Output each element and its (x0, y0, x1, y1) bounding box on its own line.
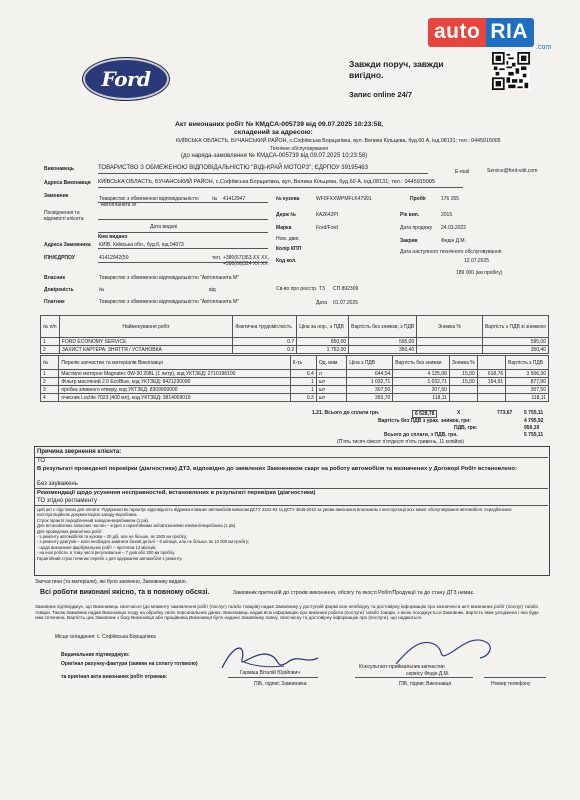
act-title: Акт виконаних робіт № КМдСА-005739 від 09.07.2025 10:23:58, (175, 121, 384, 128)
table-row: 4 очисник Loctite 7023 (400 мл), код УКТЗЕД: 3814009019 0.3 шт 393,70 118,11 118,11 (41, 394, 549, 402)
sale-date-value: 24.03.2022 (441, 225, 467, 231)
works-header-no: № п/п (41, 316, 60, 338)
table-row: 3 пробка зливного отвору, код УКТЗЕД: 8309909000 1 шт 307,50 307,50 307,50 (41, 386, 549, 394)
mileage-label: Пробіг (410, 196, 427, 202)
vin-value: WF0FXXWPMFLK47991 (316, 196, 372, 202)
consent-text: Замовник підтверджує, що Виконавець своєчасно (до моменту замовлення робіт (послуг) та/або товарів) надав Замовнику у доступній формі всю необхідну та достовірну інформацію про зазначені в акті виконаних робіт (послуг) та/або товари. Також Замовник надав Виконавцю згоду на обробку своїх персональних даних. Виконавець надав всю інформацію про виконані роботи (послуги) та/або товари, з якою погоджується Замовник, вартість яких узгоджена і яка буде ним сплачена. Вартість цих Замовник з боку Виконавця або працівника Виконавця було надано Замовнику повну, своєчасну та достовірну інформацію про (послуги), що надаються. (35, 604, 539, 621)
works-header-name: Найменування робіт (59, 316, 232, 338)
reg-cert-label: Св-во про реєстр. ТЗ (276, 286, 325, 292)
owner-label: Власник (44, 275, 65, 281)
recommendation-value: ТО згідно регламенту (37, 498, 97, 504)
recommendation-label: Рекомендації щодо усунення несправностей, встановлених в результаті перевірки (діагностики) (37, 490, 316, 496)
executor-email: Service@ford-vidi.com (487, 168, 538, 174)
customer-name: Товариство з обмеженою відповідальністю "Автопланета М" (99, 196, 199, 208)
customer-no-label: № (212, 196, 218, 202)
plate-value: КА2642РІ (316, 212, 339, 218)
amount-in-words: (П'ять тисяч сімсот п'ятдесят п'ять гривень, 11 копійок) (337, 439, 464, 445)
slogan-line-2: вигідно. (349, 70, 384, 80)
works-completed-statement: Всі роботи виконані якісно, та в повному обсязі. (40, 589, 210, 596)
issued-by-label: Ким видано (98, 234, 128, 240)
customer-address-label: Адреса Замовника (44, 242, 91, 248)
works-table (40, 315, 549, 354)
no-claims-statement: Замовник претензій до строків виконання, обсягу та якості Робіт/Продукції та до стану ДТЗ немає. (233, 590, 475, 596)
owner-name: Товариство з обмеженою відповідальністю "Автопланета М" (99, 275, 239, 281)
model-label: Марка (276, 225, 292, 231)
contract-date-label: Дата (316, 300, 328, 306)
code-label: Код кол. (276, 258, 297, 264)
original-received-label: та оригінал акта виконаних робіт отримав: (61, 674, 168, 680)
year-label: Рік вип. (400, 212, 420, 218)
closed-by-value: Федін Д.М. (441, 238, 466, 244)
parts-header-qty: К-ть (290, 356, 316, 370)
result-value: Без зауважень (37, 481, 78, 487)
watermark-ria: RIA (486, 18, 534, 47)
table-row: 1 Мастило моторне Magnatec 0W-30 208L (1 литр), код УКТЗЕД: 2710198100 6.4 л 644,54 4 125,06 15,00 618,76 3 506,30 (41, 370, 549, 378)
works-header-total: Вартість з ПДВ зі знижкою (482, 316, 548, 338)
engine-label: Ном. двиг. (276, 236, 300, 242)
vat-label: ПДВ, грн: (454, 425, 478, 431)
total-cost: 6 528,78 (412, 410, 437, 418)
proxy-no: № (99, 287, 105, 293)
autoria-watermark (428, 14, 576, 50)
inn-label: ІПН/ЄДРПОУ (44, 255, 75, 261)
closed-by-label: Закрив (400, 238, 418, 244)
service-type: Технічне обслуговування (270, 146, 329, 152)
pay-label: Всього до сплати, з ПДВ, грн. (384, 432, 458, 438)
next-service-label: Дата наступного технічного обслуговування (400, 249, 502, 255)
parts-header-total: Вартість з ПДВ (506, 356, 549, 370)
executor-signer-role: ПІБ, підпис Виконавця (399, 681, 452, 687)
customer-no: 41412947 (223, 196, 246, 202)
ford-logo: Ford (83, 58, 169, 100)
table-row: 2 Фільтр масляний 2.0 EcoBlue, код УКТЗЕД: 8421230090 1 шт 1 032,71 1 032,71 15,00 154,91 877,80 (41, 378, 549, 386)
issued-label: Видачальник підтверджую: (61, 652, 130, 658)
executor-signer-title: Консультант-приймальник запчастин (359, 664, 445, 670)
mileage-value: 176 355 (441, 196, 460, 202)
rep-label: Посвідчення та відомості клієнта (44, 210, 84, 222)
pay-value: 5 755,11 (524, 432, 544, 438)
customer-signer-name: Гармаш Віталій Юрійович (240, 670, 300, 676)
sale-date-label: Дата продажу (400, 225, 433, 231)
act-address: КИЇВСЬКА ОБЛАСТЬ, БУЧАНСЬКИЙ РАЙОН, с.Софіївська Борщагівка, вул. Велика Кільцева, буд.60 А, інд.08131; тел.: 0445915005 (176, 138, 501, 144)
total-final: 5 755,11 (524, 410, 544, 416)
inn-value: 41412942(50 (99, 255, 129, 261)
place-of-issue: Місце складання: с. Софіївська Борщагівка (55, 634, 156, 640)
reg-cert-value: СП 892309 (333, 286, 359, 292)
customer-label: Замовник (44, 193, 69, 199)
issue-date-label: Дата видачі (150, 224, 178, 230)
plate-label: Держ № (276, 212, 296, 218)
parts-table (40, 355, 549, 402)
invoice-label: Оригінал рахунку-фактури (заявки на сплату готівкою) (61, 661, 198, 667)
parts-header-no: № (41, 356, 59, 370)
table-row: 2 ЗАХИСТ КАРТЕРА: ЗНЯТТЯ / УСТАНОВКА 0.2 1 752,00 350,40 350,40 (41, 346, 549, 354)
watermark-com: .com (536, 44, 552, 51)
email-label: E-mail (455, 169, 470, 175)
customer-address: КИЇВ, Київська обл., буд.6, інд.04073 (99, 242, 184, 248)
model-value: Ford/Ford (316, 225, 338, 231)
proxy-label: Довіреність (44, 287, 74, 293)
order-reference: (до наряда-замовлення № КМдСА-005739 від 09.07.2025 10:23:58) (181, 153, 368, 159)
executor-name: ТОВАРИСТВО З ОБМЕЖЕНОЮ ВІДПОВІДАЛЬНІСТЮ "ВІДІ-КРАЙ МОТОРЗ"; ЄДРПОУ 39195463 (98, 165, 368, 171)
slogan-line-1: Завжди поруч, завжди (349, 59, 444, 69)
act-subtitle: складений за адресою: (234, 129, 313, 136)
next-service-date: 12.07.2025 (464, 258, 490, 264)
net-label: Вартість без ПДВ з урах. знижок, грн: (378, 418, 471, 424)
executor-address-label: Адреса Виконавця (44, 180, 91, 186)
table-row: 1 FORD ECONOMY SERVICE 0.7 850,00 595,00 595,00 (41, 338, 549, 346)
parts-header-price: Ціна з ПДВ (347, 356, 393, 370)
payer-name: Товариство з обмеженою відповідальністю "Автопланета М" (99, 299, 239, 305)
proxy-from: від (209, 287, 216, 293)
spares-note: Запчастини (та матеріали), які було замінено, Замовнику видано. (35, 579, 188, 585)
payer-label: Платник (44, 299, 65, 305)
executor-signer-name: сервісу Федін Д.М. (406, 671, 450, 677)
warranty-terms: Цей акт є підставою для оплати. Підприємство гарантує відповідність відремонтованих автомобілів вимогам ДСТУ 2322-93 та ДСТУ 3649-2010 за умови виконання власником з експлуатації всіх вимог обслуговування автомобіля, передбачених експлуатаційною документацією заводу-виробника. Строк гарантії передбачений заводом-виробником (1 рік). Для встановлених запасних частин – згідно з гарантійними зобов'язаннями компанії-виробника (1 рік). Для проведених ремонтних робіт: - з ремонту автомобілів та кузова – 20 діб, але не більше, як 1500 км пробігу; - з ремонту двигунів – коли необхідно замінити базові деталі – 6 місяців, але не більше, як 10 000 км пробігу; - щодо виконання фарбувальних робіт – протягом 12 місяців; - на інші роботи, в тому числі регулювальні – 7 днів або 200 км пробігу. Гарантійний строк починає перебіг з дня одержання автомобіля з ремонту. (37, 507, 512, 561)
parts-header-name: Перелік запчастин та матеріалів Виконавця (59, 356, 290, 370)
parts-header-discount: Знижка % (449, 356, 477, 370)
customer-signer-role: ПІБ, підпис Замовника (254, 681, 307, 687)
reason-label: Причина звернення клієнта: (37, 449, 122, 455)
color-label: Колір КПП (276, 246, 302, 252)
vin-label: № кузова (276, 196, 300, 202)
executor-address: КИЇВСЬКА ОБЛАСТЬ, БУЧАНСЬКИЙ РАЙОН, с.Софіївська Борщагівка, вул. Велика Кільцева, буд.60 А, інд.08131; тел.: 0445915005 (98, 179, 436, 185)
works-header-hours: Фактична трудомісткість (233, 316, 297, 338)
qr-code-icon (492, 52, 530, 90)
phone-label: тел. (212, 255, 222, 261)
executor-label: Виконавець (44, 166, 74, 172)
net-value: 4 795,92 (524, 418, 544, 424)
works-header-price: Ціна за нор., з ПДВ (297, 316, 349, 338)
result-label: В результаті проведеної перевірки (діагностики) ДТЗ, відповідно до заявлених Замовником скарг на роботу автомобіля та визначених у Договорі Робіт встановлено: (37, 466, 517, 472)
year-value: 2015 (441, 212, 453, 218)
total-x: X (457, 410, 461, 416)
phone-value: +380(67)363 XX XX, +380(66)324 XX XX (223, 255, 270, 267)
total-label: 1.21. Всього до сплати грн. (312, 410, 380, 416)
watermark-auto: auto (428, 18, 486, 47)
total-discount: 773,67 (497, 410, 513, 416)
works-header-cost: Вартість без знижки, з ПДВ (349, 316, 417, 338)
phone-role: Номер телефону (491, 681, 531, 687)
contract-date: 01.07.2025 (333, 300, 359, 306)
parts-header-cost: Вартість без знижки (393, 356, 450, 370)
online-booking: Запис online 24/7 (349, 90, 413, 99)
reason-value: ТО (37, 458, 46, 464)
parts-header-unit: Од. вим. (316, 356, 347, 370)
works-header-discount: Знижка % (417, 316, 483, 338)
vat-value: 959,19 (524, 425, 540, 431)
next-service-km: 189 000 (км пробігу) (456, 270, 503, 276)
